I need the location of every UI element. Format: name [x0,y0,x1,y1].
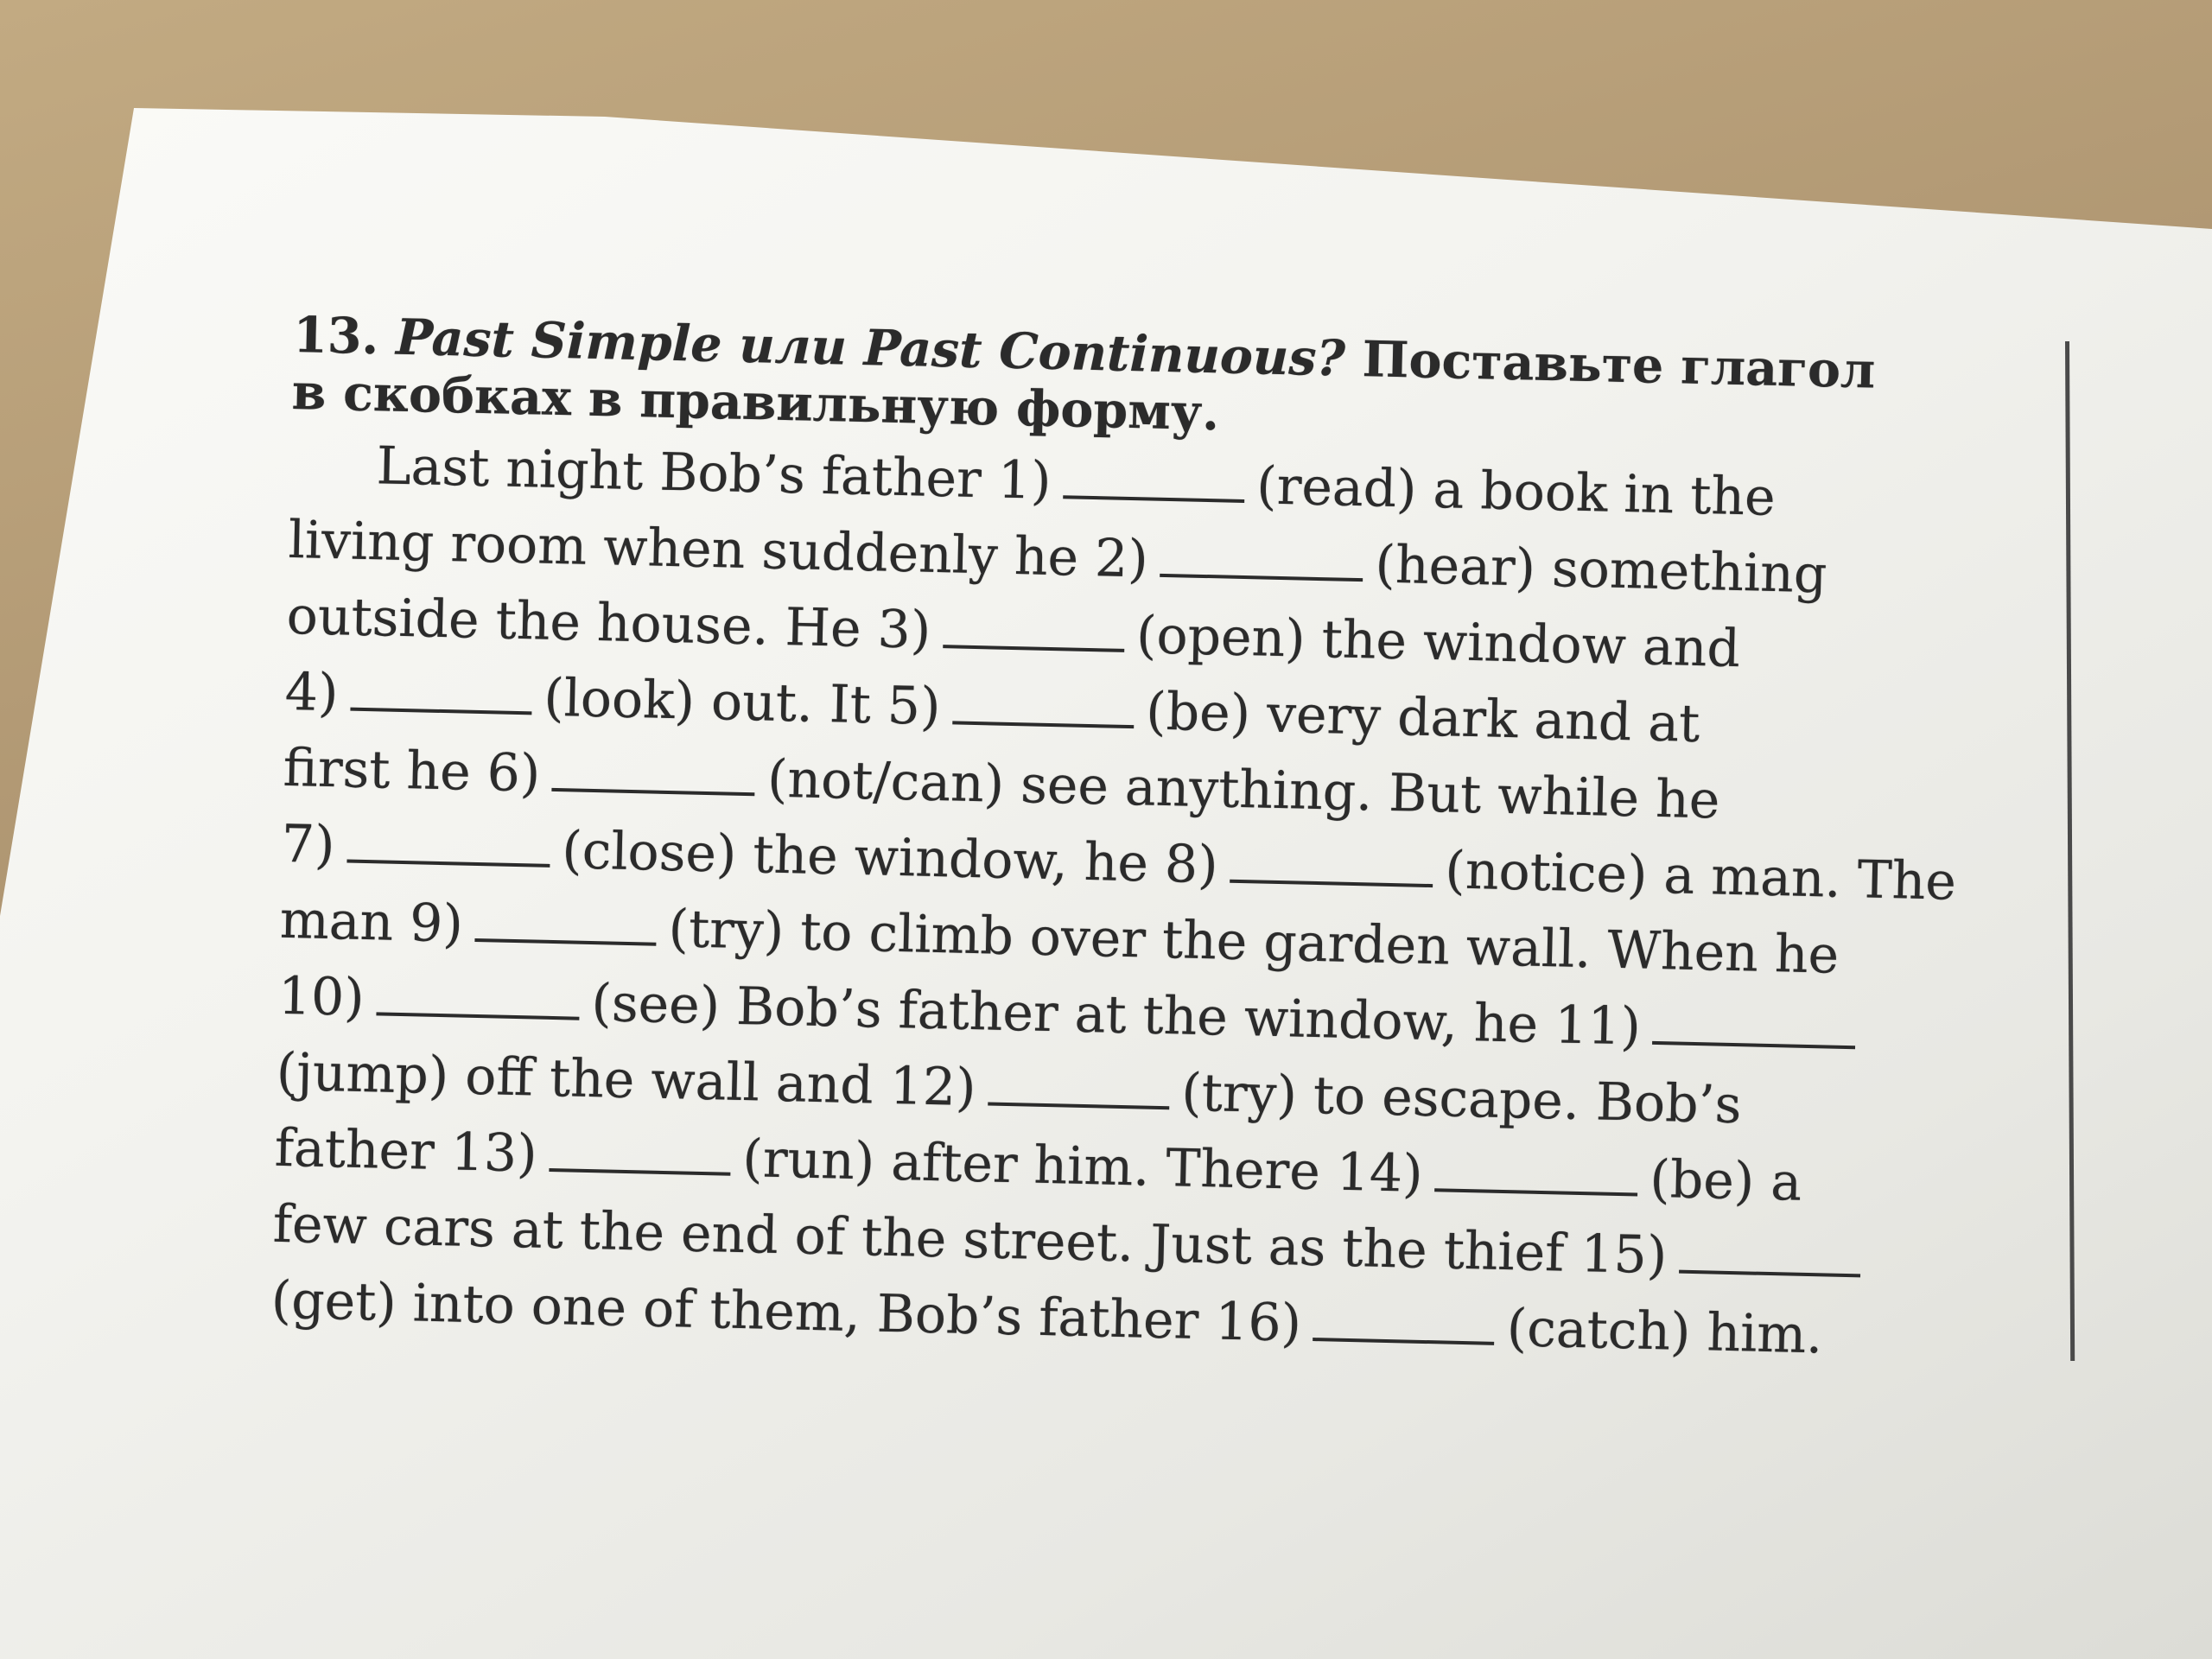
text-segment: (not/can) see anything. But while he [766,748,1721,831]
answer-blank-6[interactable] [552,759,756,796]
text-segment: (catch) him. [1506,1298,1824,1366]
text-segment: outside the house. He 3) [286,585,932,661]
text-segment: Last night Bob’s father 1) [376,435,1052,512]
text-segment: man 9) [279,889,464,955]
text-segment: (open) the window and [1135,605,1741,680]
text-segment: (try) to escape. Bob’s [1180,1062,1743,1136]
exercise-title: Past Simple или Past Continuous? [395,308,1346,388]
exercise-instruction-part2: в скобках в правильную форму. [291,362,1220,442]
answer-blank-8[interactable] [1230,850,1433,887]
text-segment: (try) to climb over the garden wall. When he [667,899,1840,986]
answer-blank-13[interactable] [549,1139,731,1176]
answer-blank-7[interactable] [346,830,550,868]
text-segment: (get) into one of them, Bob’s father 16) [270,1269,1302,1354]
text-segment: (look) out. It 5) [543,667,942,738]
answer-blank-5[interactable] [952,691,1135,728]
text-segment: 4) [284,661,340,724]
text-segment: (see) Bob’s father at the window, he 11) [590,973,1642,1058]
text-segment: 7) [281,813,336,876]
answer-blank-3[interactable] [943,615,1125,652]
answer-blank-1[interactable] [1063,466,1245,503]
text-segment: few cars at the end of the street. Just as the thief 15) [272,1193,1668,1287]
text-segment: 10) [277,965,365,1029]
text-segment: (be) very dark and at [1145,681,1700,755]
text-segment: father 13) [274,1117,538,1185]
answer-blank-15[interactable] [1679,1241,1861,1278]
text-segment: (run) after him. There 14) [741,1128,1424,1205]
exercise-text [270,426,2070,1378]
text-segment: (be) a [1649,1148,1802,1213]
answer-blank-2[interactable] [1160,544,1363,582]
exercise-instruction-part1: Поставьте глагол [1361,330,1877,400]
answer-blank-12[interactable] [988,1072,1170,1109]
exercise-block [270,307,2065,1378]
text-segment: first he 6) [283,737,542,804]
answer-blank-10[interactable] [376,982,580,1020]
answer-blank-9[interactable] [474,909,657,946]
answer-blank-16[interactable] [1313,1308,1496,1345]
text-segment: living room when suddenly he 2) [288,509,1149,590]
text-segment: (read) a book in the [1255,455,1777,528]
answer-blank-11[interactable] [1652,1012,1856,1049]
answer-blank-14[interactable] [1434,1159,1638,1196]
text-segment: (jump) off the wall and 12) [276,1041,977,1119]
answer-blank-4[interactable] [350,678,532,715]
text-segment: (notice) a man. The [1444,840,1957,912]
text-segment: (hear) something [1374,534,1828,606]
text-segment: (close) the window, he 8) [561,820,1219,896]
exercise-number: 13. [292,306,380,366]
